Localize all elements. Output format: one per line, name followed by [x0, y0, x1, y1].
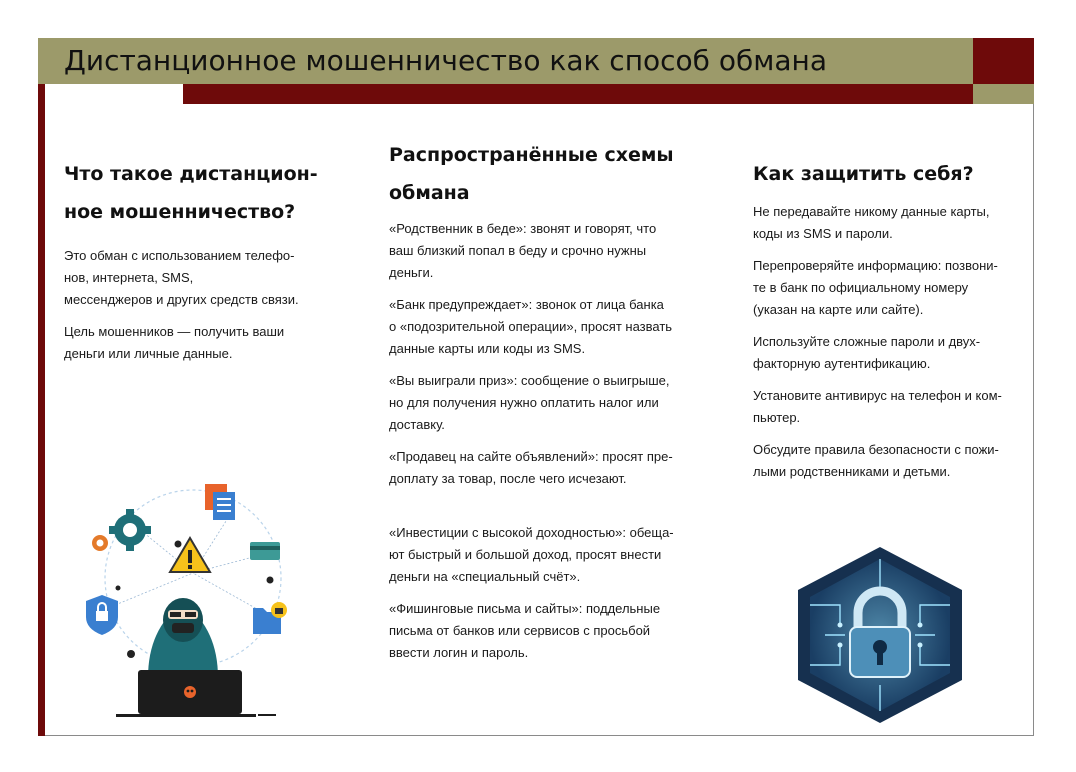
tip-verify: Перепроверяйте информацию: позвони- те в банк по официальному номеру (указан на карте или сайте). — [753, 258, 998, 317]
goal-paragraph: Цель мошенников — получить ваши деньги или личные данные. — [64, 324, 285, 361]
scheme-seller: «Продавец на сайте объявлений»: просят пре- доплату за товар, после чего исчезают. — [389, 449, 673, 486]
column-protect — [753, 155, 1008, 483]
section-heading-schemes: Распространённые схемы обмана — [389, 144, 674, 204]
definition-paragraph: Это обман с использованием телефо- нов, интернета, SMS, мессенджеров и других средств связи. — [64, 248, 299, 307]
section-heading-protect: Как защитить себя? — [753, 163, 974, 185]
document-icon — [205, 484, 235, 520]
corner-accent — [973, 38, 1034, 84]
tip-antivirus: Установите антивирус на телефон и ком- пьютер. — [753, 388, 1002, 425]
column-what-is — [64, 155, 334, 365]
skull-icon — [184, 686, 196, 698]
scheme-relative: «Родственник в беде»: звонят и говорят, что ваш близкий попал в беду и срочно нужны деньги. — [389, 221, 657, 280]
section-heading-what-is: Что такое дистанцион- ное мошенничество? — [64, 163, 318, 223]
column-schemes — [389, 136, 689, 664]
scheme-bank: «Банк предупреждает»: звонок от лица банка о «подозрительной операции», просят назвать данные карты или коды из SMS. — [389, 297, 673, 356]
left-accent-bar — [38, 84, 45, 736]
hacker-illustration — [78, 478, 298, 718]
tip-card: Не передавайте никому данные карты, коды из SMS и пароли. — [753, 204, 990, 241]
laptop-icon — [116, 670, 276, 717]
header-rule-olive — [973, 84, 1034, 104]
padlock-illustration — [780, 545, 980, 725]
scheme-investment: «Инвестиции с высокой доходностью»: обеща- ют быстрый и большой доход, просят внести деньги на «специальный счёт». — [389, 525, 674, 584]
tip-family: Обсудите правила безопасности с пожи- лыми родственниками и детьми. — [753, 442, 999, 479]
gear-icon — [92, 535, 108, 551]
card-icon — [250, 542, 280, 560]
shield-lock-icon — [86, 595, 118, 635]
folder-lock-icon — [253, 602, 287, 634]
tip-passwords: Используйте сложные пароли и двух- факторную аутентификацию. — [753, 334, 981, 371]
hacker-figure — [148, 598, 218, 678]
gear-icon — [109, 509, 151, 551]
page-title: Дистанционное мошенничество как способ обмана — [64, 44, 827, 77]
header-rule-red — [183, 84, 973, 104]
scheme-prize: «Вы выиграли приз»: сообщение о выигрыше, но для получения нужно оплатить налог или доставку. — [389, 373, 670, 432]
scheme-phishing: «Фишинговые письма и сайты»: поддельные письма от банков или сервисов с просьбой ввести логин и пароль. — [389, 601, 661, 660]
